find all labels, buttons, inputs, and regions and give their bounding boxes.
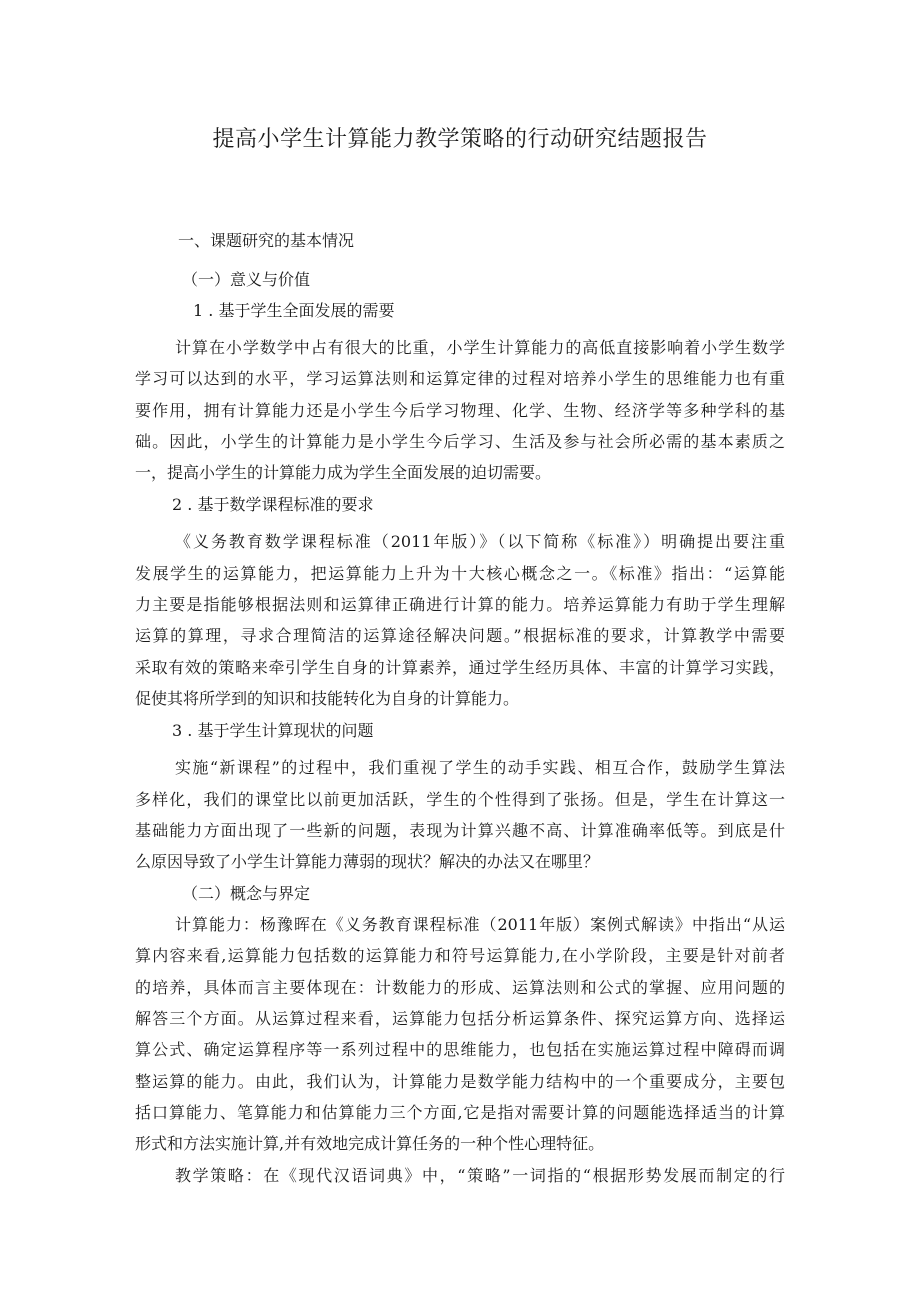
paragraph-line: 计算在小学数学中占有很大的比重，小学生计算能力的高低直接影响着小学生数学: [175, 338, 785, 357]
paragraph-line: 计算能力：杨豫晖在《义务教育课程标准（2011年版）案例式解读》中指出“从运: [175, 915, 785, 934]
paragraph-line: 要作用，拥有计算能力还是小学生今后学习物理、化学、生物、经济学等多种学科的基: [135, 401, 785, 420]
paragraph-line: 实施“新课程”的过程中，我们重视了学生的动手实践、相互合作，鼓励学生算法: [175, 758, 785, 777]
paragraph-line: 《义务教育数学课程标准（2011年版）》（以下简称《标准》）明确提出要注重: [175, 532, 785, 551]
paragraph-line: 运算的算理，寻求合理简洁的运算途径解决问题。”根据标准的要求，计算教学中需要: [135, 626, 785, 645]
document-title: 提高小学生计算能力教学策略的行动研究结题报告: [212, 127, 708, 152]
paragraph-line: 采取有效的策略来牵引学生自身的计算素养，通过学生经历具体、丰富的计算学习实践，: [135, 658, 785, 677]
item-heading: 2 . 基于数学课程标准的要求: [172, 495, 374, 514]
paragraph-line: 括口算能力、笔算能力和估算能力三个方面,它是指对需要计算的问题能选择适当的计算: [135, 1103, 785, 1122]
paragraph-line: 多样化，我们的课堂比以前更加活跃，学生的个性得到了张扬。但是，学生在计算这一: [135, 790, 785, 809]
paragraph-line: 促使其将所学到的知识和技能转化为自身的计算能力。: [135, 689, 520, 708]
paragraph-line: 发展学生的运算能力，把运算能力上升为十大核心概念之一。《标准》指出：“运算能: [135, 564, 785, 583]
paragraph-line: 算公式、确定运算程序等一系列过程中的思维能力，也包括在实施运算过程中障碍而调: [135, 1040, 785, 1059]
paragraph-line: 整运算的能力。由此，我们认为，计算能力是数学能力结构中的一个重要成分，主要包: [135, 1072, 785, 1091]
paragraph-line: 形式和方法实施计算,并有效地完成计算任务的一种个性心理特征。: [135, 1134, 605, 1153]
paragraph-line: 的培养，具体而言主要体现在：计数能力的形成、运算法则和公式的掌握、应用问题的: [135, 978, 785, 997]
paragraph-line: 础。因此，小学生的计算能力是小学生今后学习、生活及参与社会所必需的基本素质之: [135, 432, 785, 451]
paragraph-line: 一，提高小学生的计算能力成为学生全面发展的迫切需要。: [135, 463, 552, 482]
subsection-heading: （二）概念与界定: [182, 884, 311, 903]
paragraph-line: 教学策略：在《现代汉语词典》中，“策略”一词指的“根据形势发展而制定的行: [175, 1166, 785, 1185]
paragraph-line: 力主要是指能够根据法则和运算律正确进行计算的能力。培养运算能力有助于学生理解: [135, 595, 785, 614]
paragraph-line: 么原因导致了小学生计算能力薄弱的现状？解决的办法又在哪里？: [135, 852, 600, 871]
item-heading: 3 . 基于学生计算现状的问题: [172, 721, 374, 740]
subsection-heading: （一）意义与价值: [182, 270, 311, 289]
paragraph-line: 学习可以达到的水平，学习运算法则和运算定律的过程对培养小学生的思维能力也有重: [135, 369, 785, 388]
paragraph-line: 算内容来看,运算能力包括数的运算能力和符号运算能力,在小学阶段，主要是针对前者: [135, 946, 785, 965]
item-heading: 1 . 基于学生全面发展的需要: [193, 301, 395, 320]
paragraph-line: 基础能力方面出现了一些新的问题，表现为计算兴趣不高、计算准确率低等。到底是什: [135, 821, 785, 840]
paragraph-line: 解答三个方面。从运算过程来看，运算能力包括分析运算条件、探究运算方向、选择运: [135, 1009, 785, 1028]
section-heading: 一、课题研究的基本情况: [178, 231, 355, 250]
